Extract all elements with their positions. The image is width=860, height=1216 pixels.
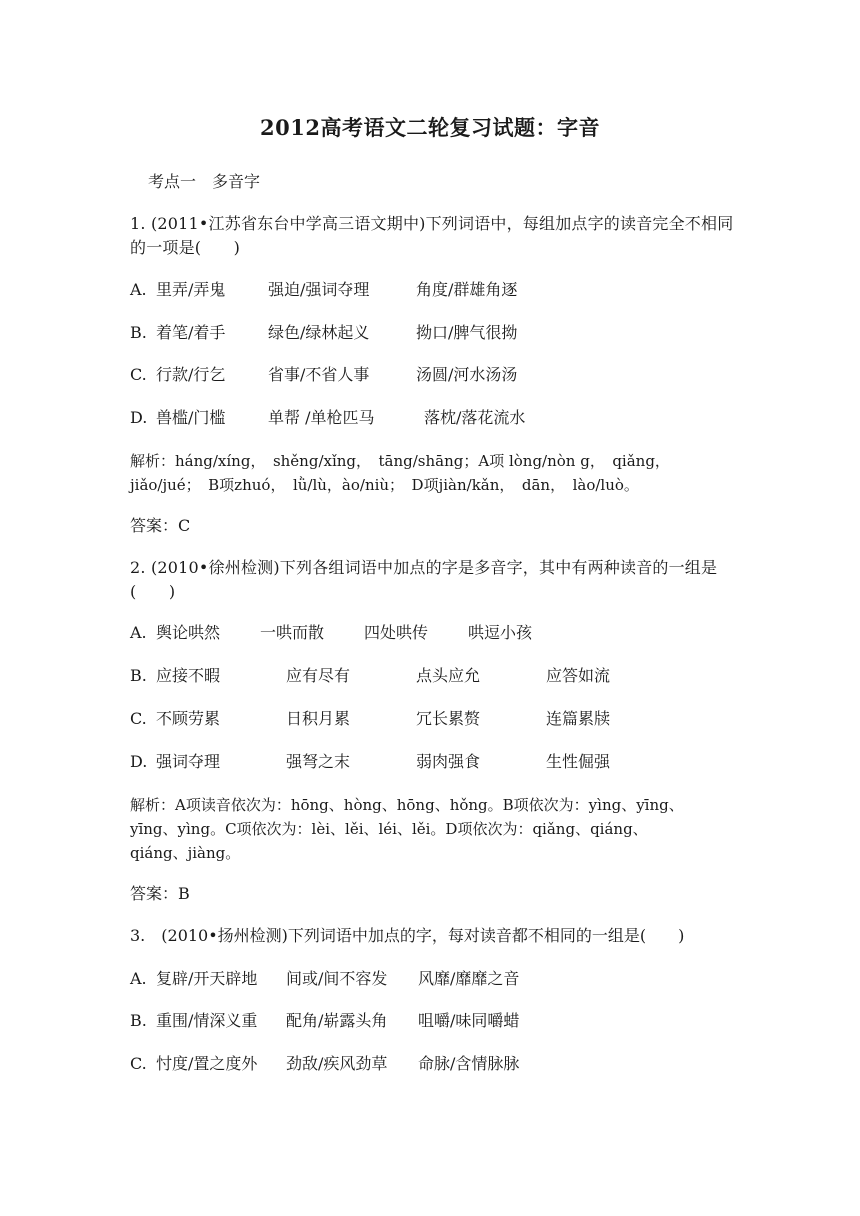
- question-2-option-b: B. 应接不暇 应有尽有 点头应允 应答如流: [130, 666, 611, 685]
- question-3-option-c: C. 忖度/置之度外 劲敌/疾风劲草 命脉/含情脉脉: [130, 1054, 520, 1073]
- question-2-option-d: D. 强词夺理 强弩之末 弱肉强食 生性倔强: [130, 752, 611, 771]
- question-1-stem: 1. (2011•江苏省东台中学高三语文期中)下列词语中，每组加点字的读音完全不相同的一项是( ): [130, 214, 734, 257]
- section-heading: 考点一 多音字: [148, 172, 261, 191]
- question-2-option-c: C. 不顾劳累 日积月累 冗长累赘 连篇累牍: [130, 709, 611, 728]
- question-1-analysis-line-2: jiǎo/jué； B项zhuó， lǜ/lù，ào/niù； D项jiàn/kǎn， dān， lào/luò。: [130, 476, 639, 494]
- question-2-analysis-line-1: 解析：A项读音依次为：hōng、hòng、hōng、hǒng。B项依次为：yìng、yīng、: [130, 796, 684, 814]
- question-2-answer: 答案：B: [130, 884, 190, 903]
- question-3-option-a: A. 复辟/开天辟地 间或/间不容发 风靡/靡靡之音: [130, 969, 520, 988]
- question-1-option-a: A. 里弄/弄鬼 强迫/强词夺理 角度/群雄角逐: [130, 280, 518, 299]
- question-2-option-a: A. 舆论哄然 一哄而散 四处哄传 哄逗小孩: [130, 623, 533, 642]
- question-1-option-d: D. 兽槛/门槛 单帮 /单枪匹马 落枕/落花流水: [130, 408, 526, 427]
- question-1-option-c: C. 行款/行乞 省事/不省人事 汤圆/河水汤汤: [130, 365, 518, 384]
- question-2-stem: 2. (2010•徐州检测)下列各组词语中加点的字是多音字，其中有两种读音的一组是( ): [130, 558, 718, 601]
- question-2-analysis-line-3: qiáng、jiàng。: [130, 844, 241, 862]
- question-1-option-b: B. 着笔/着手 绿色/绿林起义 拗口/脾气很拗: [130, 323, 518, 342]
- question-3-option-b: B. 重围/情深义重 配角/崭露头角 咀嚼/味同嚼蜡: [130, 1011, 520, 1030]
- page-title: 2012高考语文二轮复习试题：字音: [260, 115, 600, 140]
- question-3-stem: 3. (2010•扬州检测)下列词语中加点的字，每对读音都不相同的一组是( ): [130, 926, 685, 945]
- question-2-analysis-line-2: yīng、yìng。C项依次为：lèi、lěi、léi、lěi。D项依次为：qiǎng、qiáng、: [130, 820, 648, 838]
- question-1-analysis-line-1: 解析：háng/xíng， shěng/xǐng， tāng/shāng；A项 lòng/nòn g， qiǎng，: [130, 452, 670, 470]
- question-1-answer: 答案：C: [130, 516, 191, 535]
